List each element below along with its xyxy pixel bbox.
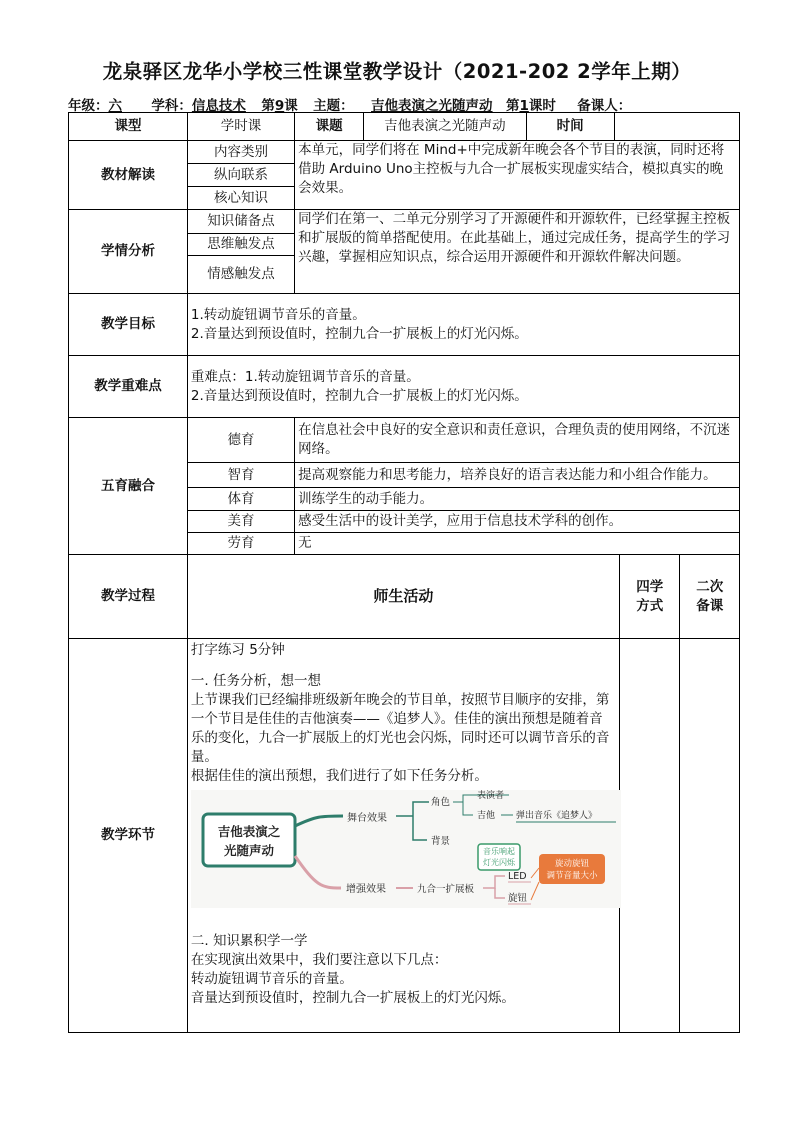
row-process-header [69,555,740,639]
process-label: 教学过程 [69,555,188,639]
second-prep-line2: 备课 [696,597,724,614]
five-key-aesthetic: 美育 [187,511,294,533]
topic-label-cell: 课题 [295,113,364,141]
row-five-moral [69,418,740,463]
step2-title: 二. 知识累积学一学 [190,933,308,949]
analysis-sub-emotion: 情感触发点 [187,256,294,294]
goal-2: 2.音量达到预设值时，控制九合一扩展板上的灯光闪烁。 [190,325,528,342]
five-val-intellect: 提高观察能力和思考能力，培养良好的语言表达能力和小组合作能力。 [295,463,740,488]
typing-practice: 打字练习 5分钟 [190,642,285,658]
mindmap-center-box [203,814,295,866]
steps-content [187,639,619,1033]
period-suffix: 课时 [528,98,556,114]
step1-text2: 根据佳佳的演出预想，我们进行了如下任务分析。 [190,768,488,784]
row-material [69,141,740,164]
mindmap-role: 角色 [430,797,450,808]
row-keypoints [69,356,740,418]
mindmap-performer: 表演者 [476,791,504,801]
five-key-labor: 劳育 [187,533,294,555]
mindmap-background: 背景 [430,836,450,847]
goal-1: 1.转动旋钮调节音乐的音量。 [190,306,366,323]
teacher-label: 备课人： [577,98,632,114]
keypoints-cell [187,356,739,418]
step1-title: 一. 任务分析，想一想 [190,673,321,689]
analysis-label: 学情分析 [69,210,188,294]
subject-label: 学科： [151,98,192,114]
goals-label: 教学目标 [69,294,188,356]
time-value [614,113,739,141]
material-text: 本单元，同学们将在 Mind+中完成新年晚会各个节目的表演，同时还将借助 Arduino Uno主控板与九合一扩展板实现虚实结合，模拟真实的晚会效果。 [295,141,740,210]
mindmap-center-line1: 吉他表演之 [217,824,281,839]
material-sub-content: 内容类别 [187,141,294,164]
material-sub-core: 核心知识 [187,187,294,210]
lesson-value: 9 [274,98,285,114]
type-value: 学时课 [187,113,294,141]
four-methods-header [619,555,680,639]
lesson-meta [68,94,748,114]
mindmap-enhance: 增强效果 [345,884,386,895]
five-val-labor: 无 [295,533,740,555]
goals-cell [187,294,739,356]
five-label: 五育融合 [69,418,188,555]
material-sub-vertical: 纵向联系 [187,164,294,187]
steps-four-methods [619,639,680,1033]
steps-label: 教学环节 [69,639,188,1033]
grade-label: 年级： [68,98,109,114]
keypoint-1: 重难点：1.转动旋钮调节音乐的音量。 [190,368,420,385]
analysis-text: 同学们在第一、二单元分别学习了开源硬件和开源软件，已经掌握主控板和扩展版的简单搭配使用。在此基础上，通过完成任务，提高学生的学习兴趣，掌握相应知识点，综合运用开源硬件和开源软件解决问题。 [295,210,740,294]
five-key-physical: 体育 [187,488,294,511]
period-prefix: 第 [505,98,520,114]
topic-label: 主题： [313,98,354,114]
five-key-moral: 德育 [187,418,294,463]
four-methods-line2: 方式 [636,597,664,614]
five-key-intellect: 智育 [187,463,294,488]
mindmap-orange-line2: 调节音量大小 [546,871,598,881]
mindmap-guitar: 吉他 [476,811,495,821]
row-analysis [69,210,740,234]
analysis-sub-thinking: 思维触发点 [187,234,294,256]
mindmap-led: LED [507,871,527,882]
second-prep-header [680,555,740,639]
row-goals [69,294,740,356]
topic-value-cell: 吉他表演之光随声动 [364,113,526,141]
step2-text: 在实现演出效果中，我们要注意以下几点： [190,952,448,968]
time-label: 时间 [526,113,614,141]
mindmap-stage: 舞台效果 [346,813,387,824]
second-prep-line1: 二次 [696,578,724,595]
period-value: 1 [519,98,529,114]
mindmap-green-line2: 灯光闪烁 [482,858,515,867]
five-val-physical: 训练学生的动手能力。 [295,488,740,511]
type-label: 课型 [69,113,188,141]
document-title: 龙泉驿区龙华小学校三性课堂教学设计（2021-202 2学年上期） [102,60,692,83]
step2-line1: 转动旋钮调节音乐的音量。 [190,971,353,987]
mindmap-knob: 旋钮 [507,893,527,904]
step2-line2: 音量达到预设值时，控制九合一扩展板上的灯光闪烁。 [190,990,515,1006]
five-val-moral: 在信息社会中良好的安全意识和责任意识，合理负责的使用网络，不沉迷网络。 [295,418,740,463]
lesson-label: 第 [261,98,275,114]
mindmap-board: 九合一扩展板 [416,884,474,895]
four-methods-line1: 四学 [636,578,664,595]
five-val-aesthetic: 感受生活中的设计美学，应用于信息技术学科的创作。 [295,511,740,533]
subject-value: 信息技术 [191,98,246,114]
row-basic-info [69,113,740,141]
activity-header: 师生活动 [187,555,619,639]
lesson-suffix: 课 [284,98,298,114]
row-steps [69,639,740,1033]
material-label: 教材解读 [69,141,188,210]
keypoints-label: 教学重难点 [69,356,188,418]
step1-text: 上节课我们已经编排班级新年晚会的节目单，按照节目顺序的安排，第一个节目是佳佳的吉他演奏——《追梦人》。佳佳的演出预想是随着音乐的变化，九合一扩展版上的灯光也会闪烁，同时还可以调节音乐的音量。 [190,692,610,765]
steps-second-prep [680,639,740,1033]
analysis-sub-knowledge: 知识储备点 [187,210,294,234]
task-mindmap [191,790,621,908]
keypoint-2: 2.音量达到预设值时，控制九合一扩展板上的灯光闪烁。 [190,387,528,404]
mindmap-center-line2: 光随声动 [223,843,274,858]
mindmap-green-line1: 音乐响起 [482,847,515,856]
mindmap-music: 弹出音乐《追梦人》 [515,811,597,821]
mindmap-orange-line1: 旋动旋钮 [554,859,589,869]
grade-value: 六 [108,98,122,114]
lesson-plan-table [68,112,740,1033]
topic-value: 吉他表演之光随声动 [371,98,493,114]
